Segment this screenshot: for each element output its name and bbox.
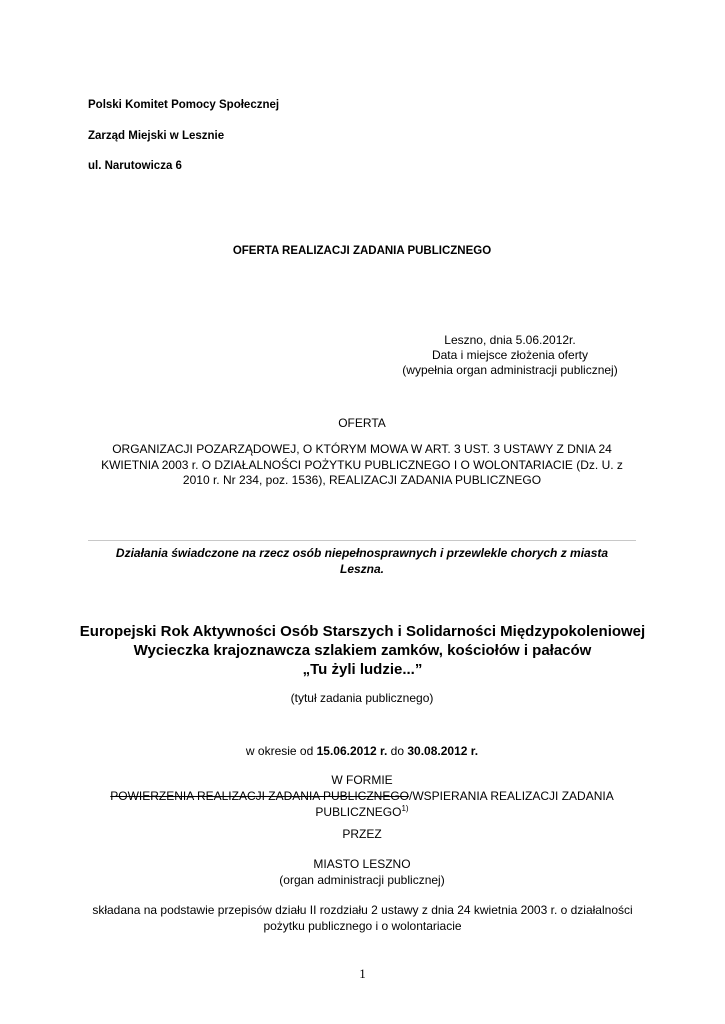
task-title-line: Wycieczka krajoznawcza szlakiem zamków, kościołów i pałaców: [133, 642, 592, 659]
offer-title: OFERTA: [338, 416, 386, 430]
task-period: [88, 743, 636, 759]
organization-board: Zarząd Miejski w Lesznie: [88, 130, 225, 142]
activity-line: Leszna.: [339, 562, 384, 576]
authority-name: MIASTO LESZNO: [313, 857, 411, 871]
basis-note-line: pożytku publicznego i o wolontariacie: [263, 919, 462, 933]
date-note: (wypełnia organ administracji publicznej): [402, 363, 618, 377]
legal-basis-line: ORGANIZACJI POZARZĄDOWEJ, O KTÓRYM MOWA W ART. 3 UST. 3 USTAWY Z DNIA 24: [112, 442, 612, 456]
form-section: [88, 772, 636, 820]
date-label: Data i miejsce złożenia oferty: [431, 348, 589, 362]
organization-address: ul. Narutowicza 6: [88, 160, 182, 172]
period-end: 30.08.2012 r.: [407, 744, 479, 758]
legal-basis: [88, 442, 636, 489]
basis-note: [70, 902, 655, 934]
legal-basis-line: 2010 r. Nr 234, poz. 1536), REALIZACJI ZADANIA PUBLICZNEGO: [182, 473, 542, 487]
page-number: 1: [359, 966, 366, 981]
footnote-reference: 1): [401, 804, 409, 813]
by-heading: PRZEZ: [342, 827, 382, 841]
period-middle: do: [387, 744, 408, 758]
organization-name: Polski Komitet Pomocy Społecznej: [88, 99, 280, 111]
date-block: [380, 333, 640, 378]
task-title-caption: (tytuł zadania publicznego): [290, 691, 434, 705]
form-option: /WSPIERANIA REALIZACJI ZADANIA: [409, 789, 614, 803]
form-heading: W FORMIE: [331, 773, 393, 787]
task-title: [70, 622, 655, 679]
task-title-line: „Tu żyli ludzie...”: [302, 661, 423, 678]
activity-description: [88, 545, 636, 577]
separator-line: [88, 540, 636, 541]
legal-basis-line: KWIETNIA 2003 r. O DZIAŁALNOŚCI POŻYTKU PUBLICZNEGO I O WOLONTARIACIE (Dz. U. z: [101, 457, 623, 472]
period-start: 15.06.2012 r.: [316, 744, 388, 758]
authority-block: [88, 856, 636, 888]
period-prefix: w okresie od: [245, 744, 317, 758]
place-and-date: Leszno, dnia 5.06.2012r.: [444, 333, 576, 347]
form-option-continued: PUBLICZNEGO: [315, 805, 402, 819]
struck-form-option: POWIERZENIA REALIZACJI ZADANIA PUBLICZNEGO: [110, 789, 409, 803]
authority-caption: (organ administracji publicznej): [279, 873, 445, 887]
basis-note-line: składana na podstawie przepisów działu II rozdziału 2 ustawy z dnia 24 kwietnia 2003 r. o działalności: [92, 903, 633, 917]
task-title-line: Europejski Rok Aktywności Osób Starszych i Solidarności Międzypokoleniowej: [79, 623, 646, 640]
activity-line: Działania świadczone na rzecz osób niepełnosprawnych i przewlekle chorych z miasta: [115, 546, 609, 560]
offer-heading: OFERTA REALIZACJI ZADANIA PUBLICZNEGO: [232, 245, 492, 257]
